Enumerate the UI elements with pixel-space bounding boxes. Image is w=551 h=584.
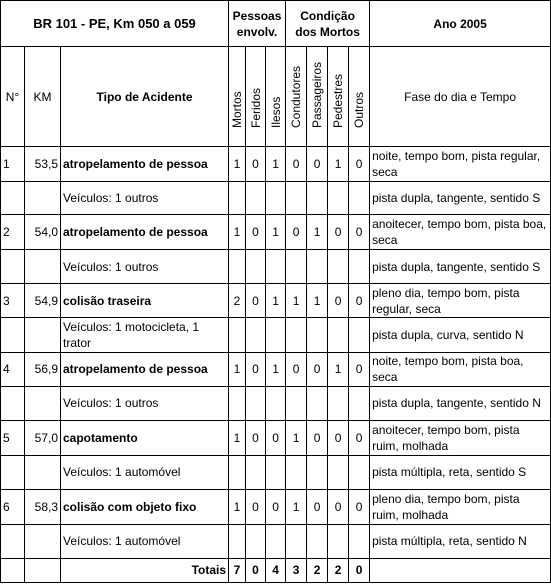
empty-cell (229, 250, 246, 284)
row-mortos: 1 (229, 420, 246, 455)
empty-cell (1, 318, 25, 352)
empty-cell (1, 558, 25, 582)
accident-detail-row (1, 386, 551, 420)
row-type: colisão traseira (61, 284, 229, 318)
row-condutores: 1 (286, 420, 307, 455)
empty-cell (229, 524, 246, 558)
col-passageiros-label: Passageiros (310, 62, 325, 129)
accident-detail-row (1, 250, 551, 284)
empty-cell (307, 182, 328, 215)
empty-cell (266, 182, 286, 215)
col-outros-label: Outros (352, 92, 367, 129)
row-km: 57,0 (25, 420, 61, 455)
empty-cell (286, 318, 307, 352)
total-passageiros: 2 (307, 558, 328, 582)
row-number: 5 (1, 420, 25, 455)
empty-cell (349, 386, 370, 420)
row-outros: 0 (349, 489, 370, 524)
empty-cell (246, 318, 266, 352)
row-passageiros: 1 (307, 215, 328, 250)
empty-cell (349, 455, 370, 489)
row-km: 56,9 (25, 352, 61, 386)
empty-cell (307, 524, 328, 558)
col-n-header: N° (1, 47, 25, 147)
empty-cell (266, 318, 286, 352)
col-mortos-header (229, 47, 246, 147)
condition-group-line2: dos Mortos (295, 24, 360, 39)
total-feridos: 0 (246, 558, 266, 582)
row-ilesos: 0 (266, 420, 286, 455)
row-outros: 0 (349, 147, 370, 182)
row-vehicles: Veículos: 1 outros (61, 386, 229, 420)
empty-cell (25, 524, 61, 558)
empty-cell (328, 318, 349, 352)
row-feridos: 0 (246, 489, 266, 524)
accident-detail-row (1, 455, 551, 489)
empty-cell (229, 318, 246, 352)
row-vehicles: Veículos: 1 automóvel (61, 455, 229, 489)
row-condutores: 0 (286, 215, 307, 250)
empty-cell (229, 386, 246, 420)
col-ilesos-header (266, 47, 286, 147)
row-ilesos: 1 (266, 352, 286, 386)
row-ilesos: 1 (266, 215, 286, 250)
row-phase: anoitecer, tempo bom, pista ruim, molhada (370, 420, 551, 455)
empty-cell (1, 250, 25, 284)
row-pedestres: 0 (328, 284, 349, 318)
accident-detail-row (1, 318, 551, 352)
total-condutores: 3 (286, 558, 307, 582)
empty-cell (349, 250, 370, 284)
row-mortos: 2 (229, 284, 246, 318)
empty-cell (229, 455, 246, 489)
col-pedestres-header (328, 47, 349, 147)
empty-cell (1, 455, 25, 489)
row-phase: noite, tempo bom, pista regular, seca (370, 147, 551, 182)
column-header-row (1, 47, 551, 147)
row-outros: 0 (349, 420, 370, 455)
col-feridos-label: Feridos (248, 88, 263, 129)
row-phase: pleno dia, tempo bom, pista regular, seca (370, 284, 551, 318)
total-outros: 0 (349, 558, 370, 582)
empty-cell (266, 455, 286, 489)
persons-group-header (229, 1, 286, 47)
empty-cell (286, 250, 307, 284)
row-passageiros: 0 (307, 352, 328, 386)
empty-cell (246, 386, 266, 420)
row-km: 58,3 (25, 489, 61, 524)
empty-cell (286, 524, 307, 558)
col-outros-header (349, 47, 370, 147)
group-header-row (1, 1, 551, 47)
accident-detail-row (1, 182, 551, 215)
row-mortos: 1 (229, 147, 246, 182)
row-number: 4 (1, 352, 25, 386)
col-feridos-header (246, 47, 266, 147)
row-vehicles: Veículos: 1 automóvel (61, 524, 229, 558)
empty-cell (1, 524, 25, 558)
row-type: atropelamento de pessoa (61, 215, 229, 250)
persons-group-line2: envolv. (236, 24, 278, 39)
row-road: pista múltipla, reta, sentido N (370, 524, 551, 558)
empty-cell (370, 558, 551, 582)
row-outros: 0 (349, 215, 370, 250)
total-mortos: 7 (229, 558, 246, 582)
empty-cell (25, 182, 61, 215)
row-phase: noite, tempo bom, pista boa, seca (370, 352, 551, 386)
row-km: 54,9 (25, 284, 61, 318)
row-vehicles: Veículos: 1 motocicleta, 1 trator (61, 318, 229, 352)
total-ilesos: 4 (266, 558, 286, 582)
row-number: 2 (1, 215, 25, 250)
col-pedestres-label: Pedestres (331, 74, 346, 129)
empty-cell (266, 386, 286, 420)
condition-group-line1: Condição (300, 8, 355, 23)
row-vehicles: Veículos: 1 outros (61, 182, 229, 215)
row-road: pista dupla, tangente, sentido S (370, 182, 551, 215)
empty-cell (229, 182, 246, 215)
row-type: atropelamento de pessoa (61, 147, 229, 182)
row-road: pista múltipla, reta, sentido S (370, 455, 551, 489)
col-phase-header: Fase do dia e Tempo (370, 47, 551, 147)
accident-row (1, 352, 551, 386)
empty-cell (349, 318, 370, 352)
col-mortos-label: Mortos (230, 91, 245, 129)
accident-row (1, 489, 551, 524)
empty-cell (246, 455, 266, 489)
row-passageiros: 0 (307, 420, 328, 455)
empty-cell (246, 250, 266, 284)
row-ilesos: 1 (266, 284, 286, 318)
row-condutores: 0 (286, 352, 307, 386)
empty-cell (266, 524, 286, 558)
empty-cell (328, 250, 349, 284)
empty-cell (246, 182, 266, 215)
empty-cell (286, 455, 307, 489)
row-feridos: 0 (246, 420, 266, 455)
row-number: 3 (1, 284, 25, 318)
persons-group-line1: Pessoas (232, 8, 282, 23)
totals-label: Totais (61, 558, 229, 582)
row-condutores: 1 (286, 489, 307, 524)
row-number: 1 (1, 147, 25, 182)
row-mortos: 1 (229, 352, 246, 386)
col-type-header: Tipo de Acidente (61, 47, 229, 147)
total-pedestres: 2 (328, 558, 349, 582)
row-feridos: 0 (246, 352, 266, 386)
row-pedestres: 0 (328, 215, 349, 250)
col-km-header: KM (25, 47, 61, 147)
empty-cell (349, 182, 370, 215)
accident-row (1, 420, 551, 455)
row-pedestres: 0 (328, 420, 349, 455)
accident-table-body (1, 1, 551, 583)
row-vehicles: Veículos: 1 outros (61, 250, 229, 284)
row-road: pista dupla, curva, sentido N (370, 318, 551, 352)
empty-cell (286, 182, 307, 215)
row-feridos: 0 (246, 284, 266, 318)
row-type: colisão com objeto fixo (61, 489, 229, 524)
row-phase: anoitecer, tempo bom, pista boa, seca (370, 215, 551, 250)
row-road: pista dupla, tangente, sentido S (370, 250, 551, 284)
empty-cell (25, 558, 61, 582)
col-condutores-label: Condutores (289, 66, 304, 129)
row-phase: pleno dia, tempo bom, pista ruim, molhada (370, 489, 551, 524)
empty-cell (307, 386, 328, 420)
row-outros: 0 (349, 284, 370, 318)
row-pedestres: 1 (328, 147, 349, 182)
row-km: 53,5 (25, 147, 61, 182)
accident-row (1, 215, 551, 250)
empty-cell (25, 455, 61, 489)
empty-cell (307, 455, 328, 489)
condition-group-header (286, 1, 370, 47)
row-pedestres: 1 (328, 352, 349, 386)
col-condutores-header (286, 47, 307, 147)
empty-cell (266, 250, 286, 284)
row-outros: 0 (349, 352, 370, 386)
row-ilesos: 1 (266, 147, 286, 182)
row-feridos: 0 (246, 147, 266, 182)
empty-cell (328, 182, 349, 215)
row-feridos: 0 (246, 215, 266, 250)
empty-cell (1, 182, 25, 215)
empty-cell (246, 524, 266, 558)
empty-cell (25, 250, 61, 284)
empty-cell (349, 524, 370, 558)
row-passageiros: 0 (307, 489, 328, 524)
accident-detail-row (1, 524, 551, 558)
totals-row (1, 558, 551, 582)
accident-row (1, 147, 551, 182)
empty-cell (25, 318, 61, 352)
row-km: 54,0 (25, 215, 61, 250)
road-section-title: BR 101 - PE, Km 050 a 059 (1, 1, 229, 47)
row-passageiros: 1 (307, 284, 328, 318)
row-type: capotamento (61, 420, 229, 455)
row-condutores: 0 (286, 147, 307, 182)
row-passageiros: 0 (307, 147, 328, 182)
empty-cell (307, 318, 328, 352)
row-road: pista dupla, tangente, sentido N (370, 386, 551, 420)
empty-cell (328, 524, 349, 558)
row-pedestres: 0 (328, 489, 349, 524)
row-mortos: 1 (229, 215, 246, 250)
row-number: 6 (1, 489, 25, 524)
col-ilesos-label: Ilesos (268, 96, 283, 129)
row-ilesos: 0 (266, 489, 286, 524)
row-mortos: 1 (229, 489, 246, 524)
empty-cell (328, 386, 349, 420)
empty-cell (286, 386, 307, 420)
empty-cell (328, 455, 349, 489)
row-type: atropelamento de pessoa (61, 352, 229, 386)
accident-row (1, 284, 551, 318)
year-header: Ano 2005 (370, 1, 551, 47)
empty-cell (1, 386, 25, 420)
row-condutores: 1 (286, 284, 307, 318)
empty-cell (25, 386, 61, 420)
col-passageiros-header (307, 47, 328, 147)
empty-cell (307, 250, 328, 284)
